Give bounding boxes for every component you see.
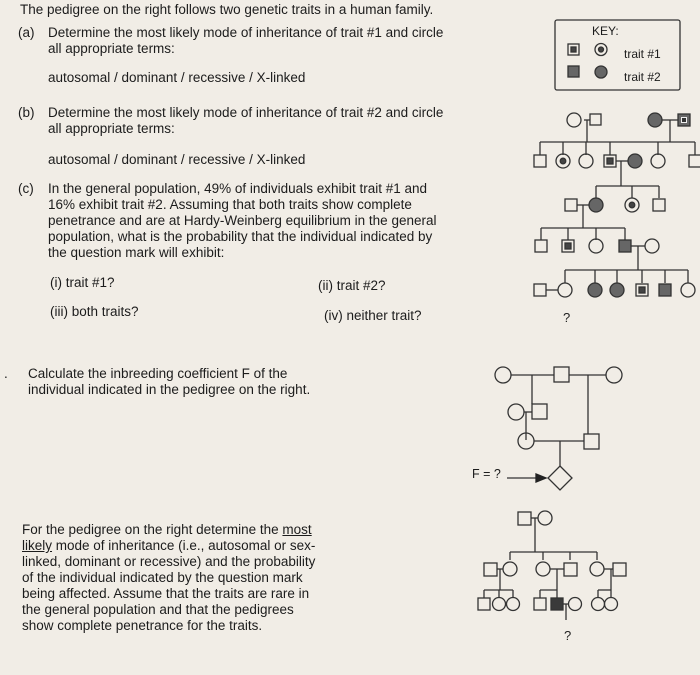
key-trait1-male-symbol: [568, 44, 579, 55]
p3-g3-female-7: [605, 598, 618, 611]
pedigree-2: [495, 367, 622, 490]
p1-g2-female-5: [628, 154, 642, 168]
p1-g2-female-2: [556, 154, 570, 168]
p2-inbred-individual: [548, 466, 572, 490]
p1-g1-male-b: [678, 114, 690, 126]
q1b-text-line1: Determine the most likely mode of inheritance of trait #2 and circle: [48, 105, 444, 120]
q1c-text-line3: penetrance and are at Hardy-Weinberg equilibrium in the general: [48, 213, 437, 228]
key-trait2-label: trait #2: [624, 70, 661, 84]
q1c-label: (c): [18, 181, 34, 196]
p3-g3-female-2: [493, 598, 506, 611]
p1-g1-female-b: [648, 113, 662, 127]
q2-bullet: .: [4, 366, 8, 381]
q1c-iii: (iii) both traits?: [50, 304, 139, 319]
pedigree-1: [534, 113, 700, 297]
p1-g2-female-6: [651, 154, 665, 168]
q3-line1-underlined: most: [282, 522, 312, 537]
q1c-text-line5: the question mark will exhibit:: [48, 245, 225, 260]
p1-g5-female-questioned: [558, 283, 572, 297]
p1-question-mark: ?: [563, 310, 571, 325]
p2-gen2-male: [532, 404, 547, 419]
p2-founder-male: [554, 367, 569, 382]
p1-g4-male-2: [562, 240, 574, 252]
p3-g3-male-4: [534, 598, 546, 610]
q3-line1-text: For the pedigree on the right determine the: [22, 522, 283, 537]
p1-g4-male-1: [535, 240, 547, 252]
key-trait1-label: trait #1: [624, 47, 661, 61]
p3-g3-female-6: [592, 598, 605, 611]
p1-g3-female-2: [589, 198, 603, 212]
q1c-text-line2: 16% exhibit trait #2. Assuming that both traits show complete: [48, 197, 412, 212]
p3-g2-female-2: [536, 562, 550, 576]
key-trait1-female-symbol: [595, 44, 607, 56]
pedigree-3: [478, 511, 626, 620]
p1-g3-male-4: [653, 199, 665, 211]
q1-intro: The pedigree on the right follows two genetic traits in a human family.: [20, 2, 434, 17]
p3-g3-male-1: [478, 598, 490, 610]
p1-g4-male-4: [619, 240, 631, 252]
p1-g4-female-5: [645, 239, 659, 253]
p1-g2-male-1: [534, 155, 546, 167]
p3-g3-female-3: [507, 598, 520, 611]
p1-g5-female-3: [588, 283, 602, 297]
p3-g3-male-affected: [551, 598, 563, 610]
p3-g2-male-spouse-2: [613, 563, 626, 576]
q1a-text-line1: Determine the most likely mode of inheritance of trait #1 and circle: [48, 25, 444, 40]
q1b-text-line2: all appropriate terms:: [48, 121, 175, 136]
p3-g2-female-1: [503, 562, 517, 576]
q2-text-line1: Calculate the inbreeding coefficient F of the: [28, 366, 288, 381]
p3-g1-male: [518, 512, 531, 525]
p3-g2-male-spouse: [484, 563, 497, 576]
q1b-label: (b): [18, 105, 35, 120]
f-arrow-head: [536, 474, 546, 482]
q1b-terms: autosomal / dominant / recessive / X-linked: [48, 152, 306, 167]
q1a-text-line2: all appropriate terms:: [48, 41, 175, 56]
p3-g1-female: [538, 511, 552, 525]
q3-line2-text: mode of inheritance (i.e., autosomal or sex-: [52, 538, 316, 553]
p1-g3-male-1: [565, 199, 577, 211]
key-title: KEY:: [592, 24, 619, 38]
p2-founder-female-right: [606, 367, 622, 383]
p3-question-mark: ?: [564, 628, 572, 643]
q2-text-line2: individual indicated in the pedigree on the right.: [28, 382, 311, 397]
q1c-ii: (ii) trait #2?: [318, 278, 386, 293]
p1-g4-female-3: [589, 239, 603, 253]
q1a-terms: autosomal / dominant / recessive / X-linked: [48, 70, 306, 85]
p3-g3-female-spouse: [569, 598, 582, 611]
key-box: [555, 20, 680, 90]
p1-g2-female-3: [579, 154, 593, 168]
p1-g5-male-6: [659, 284, 671, 296]
key-trait2-female-symbol: [595, 66, 607, 78]
p1-g1-female-a: [567, 113, 581, 127]
p1-g5-male-1: [534, 284, 546, 296]
q3-line2-underlined: likely: [22, 538, 53, 553]
q1c-iv: (iv) neither trait?: [324, 308, 422, 323]
p3-g2-male-3: [564, 563, 577, 576]
q3-text-line4: of the individual indicated by the question mark: [22, 570, 303, 585]
p1-g5-female-7: [681, 283, 695, 297]
q1c-text-line4: population, what is the probability that the individual indicated by: [48, 229, 433, 244]
p1-g1-male-a: [590, 114, 601, 125]
q3-text-line6: the general population and that the pedigrees: [22, 602, 294, 617]
p1-g2-male-7: [689, 155, 700, 167]
p1-g5-male-5: [636, 284, 648, 296]
p2-gen3-male: [584, 434, 599, 449]
p3-g2-female-4: [590, 562, 604, 576]
q3-text-line3: linked, dominant or recessive) and the probability: [22, 554, 316, 569]
q3-text-line7: show complete penetrance for the traits.: [22, 618, 263, 633]
p2-gen2-female: [508, 404, 524, 420]
key-trait2-male-symbol: [568, 66, 579, 77]
q3-text-line5: being affected. Assume that the traits are rare in: [22, 586, 310, 601]
p1-g2-male-4: [604, 155, 616, 167]
p1-g3-female-3: [625, 198, 639, 212]
f-label: F = ?: [472, 467, 501, 481]
q1a-label: (a): [18, 25, 35, 40]
q1c-text-line1: In the general population, 49% of individuals exhibit trait #1 and: [48, 181, 428, 196]
p2-founder-female-left: [495, 367, 511, 383]
p1-g5-female-4: [610, 283, 624, 297]
q1c-i: (i) trait #1?: [50, 275, 115, 290]
